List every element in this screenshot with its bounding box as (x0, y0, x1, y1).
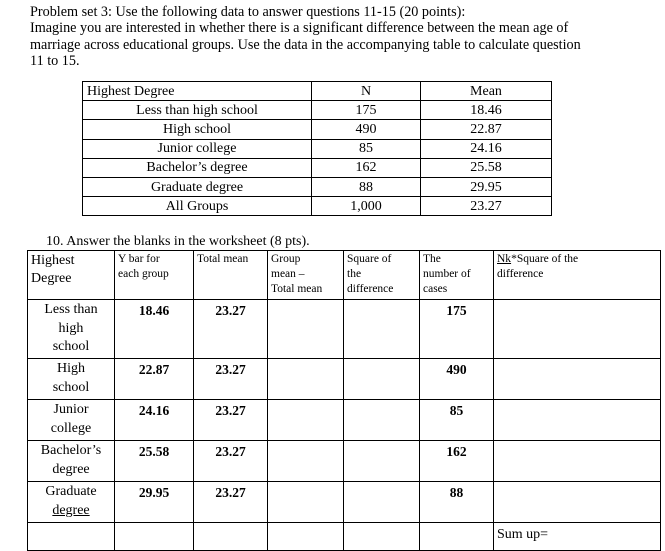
worksheet-row (28, 359, 661, 400)
ws-header-square: Square of the difference (344, 251, 420, 300)
n-cell: 490 (312, 120, 421, 139)
degree-cell: All Groups (83, 197, 312, 216)
ws-degree-cell: Graduate degree (28, 482, 115, 523)
n-cell: 162 (312, 158, 421, 177)
worksheet-sum-row (28, 523, 661, 551)
ws-empty-cell (268, 523, 344, 551)
ws-degree-cell: Bachelor’s degree (28, 441, 115, 482)
table-row (83, 197, 552, 216)
worksheet-row (28, 300, 661, 359)
ws-cases-cell: 88 (420, 482, 494, 523)
worksheet-row (28, 482, 661, 523)
table-row (83, 177, 552, 196)
mean-cell: 25.58 (421, 158, 552, 177)
ws-ybar-cell: 24.16 (115, 400, 194, 441)
mean-cell: 22.87 (421, 120, 552, 139)
ws-total-cell: 23.27 (194, 300, 268, 359)
ws-header-total-mean: Total mean (194, 251, 268, 300)
n-cell: 88 (312, 177, 421, 196)
ws-cases-cell: 162 (420, 441, 494, 482)
data-table (82, 81, 552, 216)
problem-statement (30, 4, 660, 70)
ws-ybar-cell: 25.58 (115, 441, 194, 482)
ws-cases-cell: 175 (420, 300, 494, 359)
ws-blank-difference[interactable] (268, 359, 344, 400)
ws-empty-cell (115, 523, 194, 551)
ws-total-cell: 23.27 (194, 482, 268, 523)
ws-header-ybar: Y bar for each group (115, 251, 194, 300)
ws-sum-up-cell[interactable]: Sum up= (494, 523, 661, 551)
worksheet-row (28, 400, 661, 441)
table-row (83, 139, 552, 158)
ws-total-cell: 23.27 (194, 359, 268, 400)
problem-line-4: 11 to 15. (30, 53, 80, 70)
degree-cell: Less than high school (83, 101, 312, 120)
header-highest-degree: Highest Degree (83, 82, 312, 101)
degree-cell: High school (83, 120, 312, 139)
table-row (83, 158, 552, 177)
ws-blank-square[interactable] (344, 482, 420, 523)
ws-blank-square[interactable] (344, 441, 420, 482)
ws-blank-difference[interactable] (268, 400, 344, 441)
ws-blank-weighted[interactable] (494, 400, 661, 441)
question-10-title: 10. Answer the blanks in the worksheet (8 pts). (46, 234, 310, 249)
ws-blank-weighted[interactable] (494, 482, 661, 523)
header-mean: Mean (421, 82, 552, 101)
ws-cases-cell: 85 (420, 400, 494, 441)
mean-cell: 29.95 (421, 177, 552, 196)
mean-cell: 23.27 (421, 197, 552, 216)
degree-cell: Bachelor’s degree (83, 158, 312, 177)
ws-blank-weighted[interactable] (494, 359, 661, 400)
mean-cell: 18.46 (421, 101, 552, 120)
data-table-header-row (83, 82, 552, 101)
problem-line-1: Problem set 3: Use the following data to answer questions 11-15 (20 points): (30, 4, 466, 20)
ws-blank-weighted[interactable] (494, 441, 661, 482)
ws-blank-square[interactable] (344, 400, 420, 441)
ws-degree-cell: Less than high school (28, 300, 115, 359)
ws-cases-cell: 490 (420, 359, 494, 400)
degree-cell: Junior college (83, 139, 312, 158)
ws-empty-cell (344, 523, 420, 551)
ws-header-weighted-square: Nk*Square of the difference (494, 251, 661, 300)
ws-blank-difference[interactable] (268, 441, 344, 482)
ws-blank-weighted[interactable] (494, 300, 661, 359)
ws-ybar-cell: 18.46 (115, 300, 194, 359)
mean-cell: 24.16 (421, 139, 552, 158)
header-n: N (312, 82, 421, 101)
n-cell: 85 (312, 139, 421, 158)
ws-total-cell: 23.27 (194, 441, 268, 482)
ws-blank-difference[interactable] (268, 482, 344, 523)
ws-blank-square[interactable] (344, 359, 420, 400)
ws-empty-cell (420, 523, 494, 551)
ws-total-cell: 23.27 (194, 400, 268, 441)
worksheet-table (27, 250, 661, 551)
ws-degree-cell: Junior college (28, 400, 115, 441)
ws-empty-cell (28, 523, 115, 551)
ws-header-degree: Highest Degree (28, 251, 115, 300)
table-row (83, 120, 552, 139)
ws-degree-cell: High school (28, 359, 115, 400)
n-cell: 175 (312, 101, 421, 120)
worksheet-row (28, 441, 661, 482)
ws-header-cases: The number of cases (420, 251, 494, 300)
worksheet-header-row (28, 251, 661, 300)
ws-empty-cell (194, 523, 268, 551)
ws-blank-square[interactable] (344, 300, 420, 359)
ws-ybar-cell: 29.95 (115, 482, 194, 523)
problem-line-3: marriage across educational groups. Use the data in the accompanying table to calculate question (30, 36, 581, 53)
problem-line-2: Imagine you are interested in whether there is a significant difference between the mean age of (30, 20, 569, 37)
ws-blank-difference[interactable] (268, 300, 344, 359)
degree-cell: Graduate degree (83, 177, 312, 196)
table-row (83, 101, 552, 120)
ws-ybar-cell: 22.87 (115, 359, 194, 400)
ws-header-difference: Group mean – Total mean (268, 251, 344, 300)
n-cell: 1,000 (312, 197, 421, 216)
